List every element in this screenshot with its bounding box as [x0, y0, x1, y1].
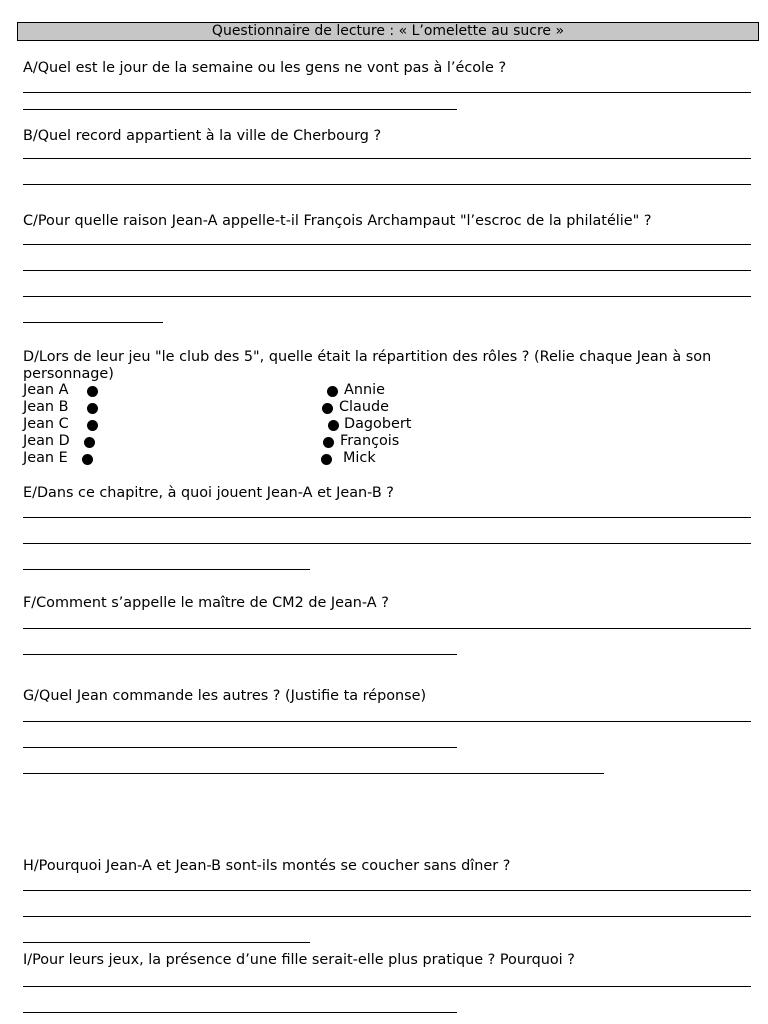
answer-line[interactable]: [23, 916, 751, 917]
bullet-dot-icon[interactable]: [82, 454, 93, 465]
question-a: A/Quel est le jour de la semaine ou les gens ne vont pas à l’école ?: [23, 60, 507, 76]
jean-label: Jean B: [23, 399, 69, 415]
character-label: Mick: [343, 450, 376, 466]
answer-line[interactable]: [23, 517, 751, 518]
answer-line[interactable]: [23, 628, 751, 629]
bullet-dot-icon[interactable]: [321, 454, 332, 465]
answer-line[interactable]: [23, 986, 751, 987]
answer-line[interactable]: [23, 244, 751, 245]
page-title: Questionnaire de lecture : « L’omelette au sucre »: [17, 22, 759, 41]
question-e: E/Dans ce chapitre, à quoi jouent Jean-A et Jean-B ?: [23, 485, 394, 501]
answer-line[interactable]: [23, 654, 457, 655]
question-c: C/Pour quelle raison Jean-A appelle-t-il François Archampaut "l’escroc de la philatélie" ?: [23, 213, 652, 229]
answer-line[interactable]: [23, 109, 457, 110]
answer-line[interactable]: [23, 92, 751, 93]
bullet-dot-icon[interactable]: [87, 386, 98, 397]
answer-line[interactable]: [23, 747, 457, 748]
bullet-dot-icon[interactable]: [87, 420, 98, 431]
answer-line[interactable]: [23, 773, 604, 774]
bullet-dot-icon[interactable]: [323, 437, 334, 448]
jean-label: Jean D: [23, 433, 70, 449]
question-g: G/Quel Jean commande les autres ? (Justifie ta réponse): [23, 688, 427, 704]
answer-line[interactable]: [23, 569, 310, 570]
character-label: Claude: [339, 399, 389, 415]
bullet-dot-icon[interactable]: [322, 403, 333, 414]
answer-line[interactable]: [23, 296, 751, 297]
question-b: B/Quel record appartient à la ville de Cherbourg ?: [23, 128, 382, 144]
question-i: I/Pour leurs jeux, la présence d’une fille serait-elle plus pratique ? Pourquoi ?: [23, 952, 575, 968]
answer-line[interactable]: [23, 1012, 457, 1013]
bullet-dot-icon[interactable]: [87, 403, 98, 414]
character-label: François: [340, 433, 400, 449]
bullet-dot-icon[interactable]: [84, 437, 95, 448]
answer-line[interactable]: [23, 890, 751, 891]
answer-line[interactable]: [23, 942, 310, 943]
character-label: Annie: [344, 382, 385, 398]
question-f: F/Comment s’appelle le maître de CM2 de Jean-A ?: [23, 595, 389, 611]
answer-line[interactable]: [23, 543, 751, 544]
jean-label: Jean E: [23, 450, 68, 466]
answer-line[interactable]: [23, 322, 163, 323]
answer-line[interactable]: [23, 158, 751, 159]
answer-line[interactable]: [23, 270, 751, 271]
answer-line[interactable]: [23, 721, 751, 722]
jean-label: Jean A: [23, 382, 69, 398]
jean-label: Jean C: [23, 416, 69, 432]
character-label: Dagobert: [344, 416, 412, 432]
bullet-dot-icon[interactable]: [327, 386, 338, 397]
question-h: H/Pourquoi Jean-A et Jean-B sont-ils montés se coucher sans dîner ?: [23, 858, 511, 874]
bullet-dot-icon[interactable]: [328, 420, 339, 431]
question-d: D/Lors de leur jeu "le club des 5", quelle était la répartition des rôles ? (Relie chaque Jean à son personnage): [23, 349, 712, 382]
answer-line[interactable]: [23, 184, 751, 185]
